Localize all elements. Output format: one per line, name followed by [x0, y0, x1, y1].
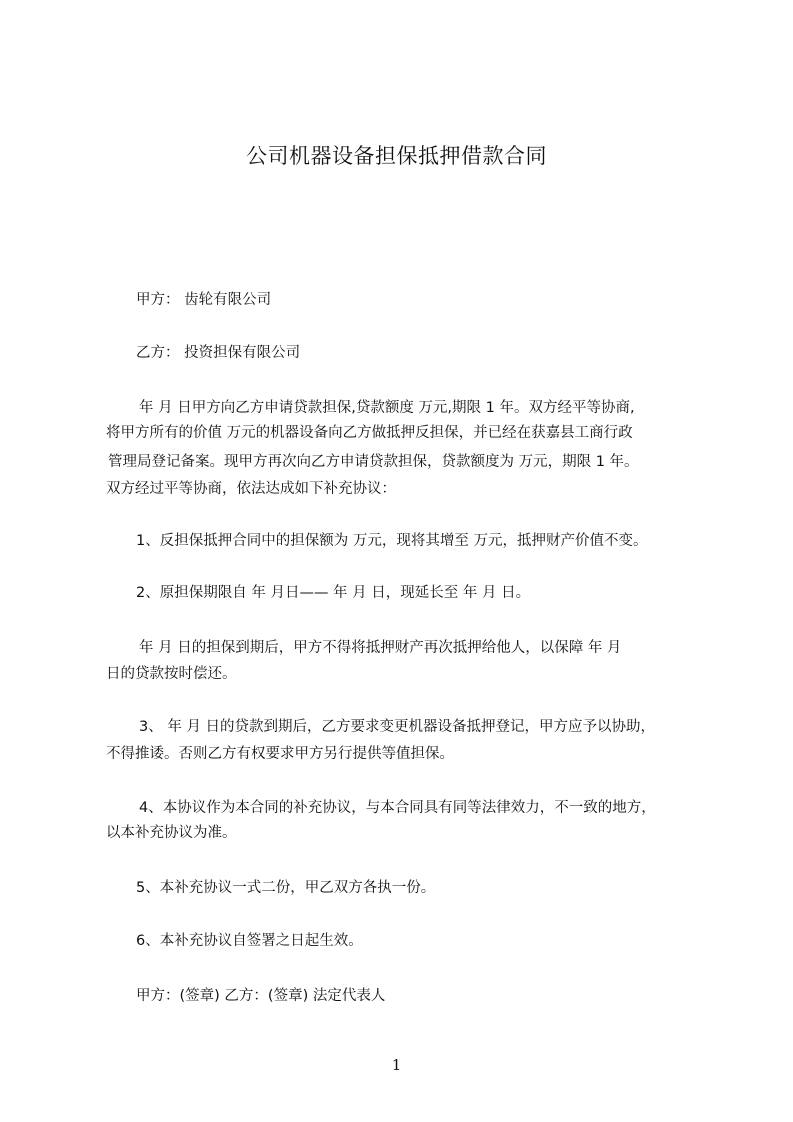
intro-line-2: 将甲方所有的价值 万元的机器设备向乙方做抵押反担保，并已经在获嘉县工商行政: [106, 425, 633, 441]
party-a-line: 甲方： 齿轮有限公司: [136, 292, 272, 308]
party-b-line: 乙方： 投资担保有限公司: [136, 345, 301, 361]
signature-line: 甲方：(签章) 乙方：(签章) 法定代表人: [136, 988, 386, 1004]
clause-2: 2、原担保期限自 年 月日—— 年 月 日，现延长至 年 月 日。: [136, 585, 531, 601]
clause-3-line-2: 不得推诿。否则乙方有权要求甲方另行提供等值担保。: [106, 746, 454, 762]
clause-6: 6、本补充协议自签署之日起生效。: [136, 933, 363, 949]
intro-line-3: 管理局登记备案。现甲方再次向乙方申请贷款担保，贷款额度为 万元，期限 1 年。: [108, 454, 639, 470]
clause-4-line-2: 以本补充协议为准。: [106, 825, 237, 841]
intro-line-1: 年 月 日甲方向乙方申请贷款担保,贷款额度 万元,期限 1 年。双方经平等协商,: [139, 400, 635, 416]
clause-5: 5、本补充协议一式二份，甲乙双方各执一份。: [136, 880, 436, 896]
clause-guarantee-line-1: 年 月 日的担保到期后，甲方不得将抵押财产再次抵押给他人，以保障 年 月: [139, 640, 622, 656]
clause-1: 1、反担保抵押合同中的担保额为 万元，现将其增至 万元，抵押财产价值不变。: [136, 533, 648, 549]
clause-3-line-1: 3、 年 月 日的贷款到期后，乙方要求变更机器设备抵押登记，甲方应予以协助，: [139, 719, 656, 735]
clause-4-line-1: 4、本协议作为本合同的补充协议，与本合同具有同等法律效力，不一致的地方，: [139, 800, 656, 816]
clause-guarantee-line-2: 日的贷款按时偿还。: [106, 666, 237, 682]
intro-line-4: 双方经过平等协商，依法达成如下补充协议：: [106, 481, 396, 497]
document-title: 公司机器设备担保抵押借款合同: [246, 144, 547, 168]
page-number: 1: [391, 1056, 402, 1074]
